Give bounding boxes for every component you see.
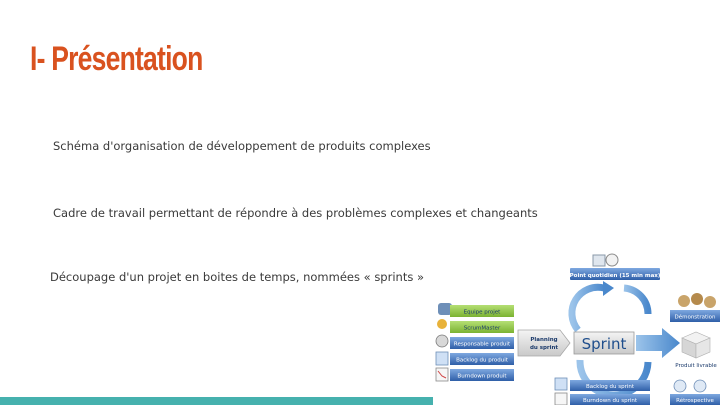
delivery-arrow [636,328,680,358]
sprint-backlog-icon [555,378,567,390]
bullet-text: Découpage d'un projet en boites de temps, nommées « sprints » [50,270,425,284]
person-icon [437,319,447,329]
cycle-arrow [624,288,648,314]
product-label: Produit livrable [675,363,717,369]
calendar-icon [593,255,605,266]
group-icon [678,295,690,307]
product-burndown-label: Burndown produit [457,373,507,380]
team-icon [438,303,452,315]
left-box-stack [436,303,514,381]
planning-label: Planning [530,337,558,343]
planning-arrow [518,330,570,356]
daily-meeting-label: Point quotidien (15 min max) [569,273,661,279]
cycle-arrow [572,287,604,330]
bullet-text: Schéma d'organisation de développement de produits complexes [53,139,431,153]
sprint-burndown-label: Burndown du sprint [582,398,638,404]
planning-label: du sprint [529,345,559,351]
chart-icon [436,368,448,381]
clock-icon [606,254,618,266]
slide-title: I- Présentation [30,40,203,78]
demonstration-label: Démonstration [674,314,716,321]
group-icon [691,293,703,305]
user-icon [674,380,686,392]
sprint-backlog-label: Backlog du sprint [586,384,634,390]
bullet-text: Cadre de travail permettant de répondre à des problèmes complexes et changeants [53,206,538,220]
arrow-head-icon [603,281,614,296]
user-icon [436,335,448,347]
sprint-label: Sprint [581,335,627,353]
group-icon [704,296,716,308]
user-icon [694,380,706,392]
retrospective-label: Rétrospective [676,398,714,404]
bottom-accent-bar [0,397,433,405]
sprint-chart-icon [555,393,567,405]
product-backlog-label: Backlog du produit [456,357,508,364]
product-owner-label: Responsable produit [453,341,511,348]
scrummaster-label: ScrumMaster [463,325,501,332]
team-label: Equipe projet [463,309,501,316]
backlog-icon [436,352,448,365]
